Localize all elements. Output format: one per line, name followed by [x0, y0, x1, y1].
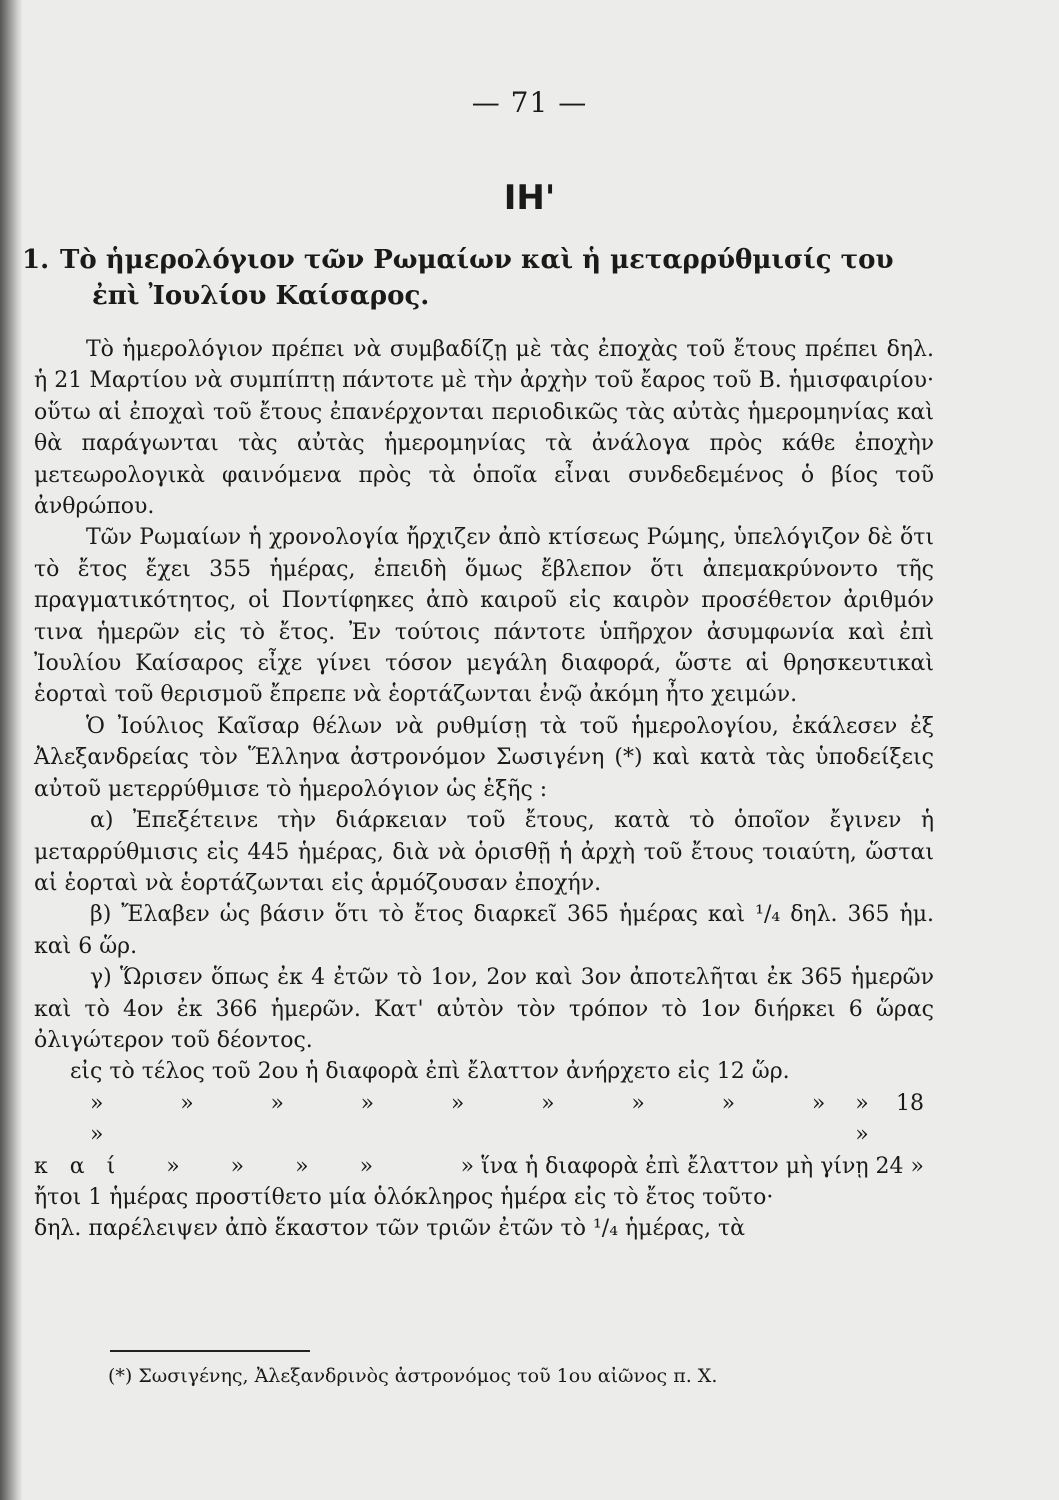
ditto-text: » ἵνα ἡ διαφορὰ ἐπὶ ἔλαττον μὴ γίνῃ 24 » — [460, 1153, 924, 1179]
body-text — [34, 334, 934, 1245]
ditto-row-1 — [34, 1088, 934, 1151]
paragraph-3: Ὁ Ἰούλιος Καῖσαρ θέλων νὰ ρυθμίσῃ τὰ τοῦ ἡμερολογίου, ἐκάλεσεν ἐξ Ἀλεξανδρείας τὸν Ἕλληνα ἀστρονόμον Σωσιγένη (*) καὶ κατὰ τὰς ὑποδείξεις αὐτοῦ μετερρύθμισε τὸ ἡμερολόγιον ὡς ἑξῆς : — [34, 713, 934, 802]
footnote: (*) Σωσιγένης, Ἀλεξανδρινὸς ἀστρονόμος τοῦ 1ου αἰῶνος π. Χ. — [108, 1365, 718, 1387]
page-number: — 71 — — [471, 86, 588, 119]
section-number: 1. — [22, 245, 50, 275]
section-title-line1: Τὸ ἡμερολόγιον τῶν Ρωμαίων καὶ ἡ μεταρρύθμισίς του — [60, 245, 894, 275]
book-spine-shadow — [0, 0, 22, 1500]
paragraph-1: Τὸ ἡμερολόγιον πρέπει νὰ συμβαδίζῃ μὲ τὰς ἐποχὰς τοῦ ἔτους πρέπει δηλ. ἡ 21 Μαρτίου νὰ συμπίπτῃ πάντοτε μὲ τὴν ἀρχὴν τοῦ ἔαρος τοῦ Β. ἡμισφαιρίου· οὕτω αἱ ἐποχαὶ τοῦ ἔτους ἐπανέρχονται περιοδικῶς τὰς αὐτὰς ἡμερομηνίας καὶ θὰ παράγωνται τὰς αὐτὰς ἡμερομηνίας τὰ ἀνάλογα πρὸς κάθε ἐποχὴν μετεωρολογικὰ φαινόμενα πρὸς τὰ ὁποῖα εἶναι συνδεδεμένος ὁ βίος τοῦ ἀνθρώπου. — [34, 337, 934, 520]
line-second-year: εἰς τὸ τέλος τοῦ 2ου ἡ διαφορὰ ἐπὶ ἔλαττον ἀνήρχετο εἰς 12 ὥρ. — [70, 1059, 790, 1085]
line-added-day: ἤτοι 1 ἡμέρας προστίθετο μία ὁλόκληρος ἡμέρα εἰς τὸ ἔτος τοῦτο· — [34, 1184, 774, 1210]
item-a: α) Ἐπεξέτεινε τὴν διάρκειαν τοῦ ἔτους, κατὰ τὸ ὁποῖον ἔγινεν ἡ μεταρρύθμισις εἰς 445 ἡμέρας, διὰ νὰ ὁρισθῇ ἡ ἀρχὴ τοῦ ἔτους τοιαύτη, ὥσται αἱ ἑορταὶ νὰ ἑορτάζωνται εἰς ἁρμόζουσαν ἐποχήν. — [34, 808, 934, 896]
line-omitted: δηλ. παρέλειψεν ἀπὸ ἕκαστον τῶν τριῶν ἐτῶν τὸ ¹/₄ ἡμέρας, τὰ — [34, 1216, 746, 1242]
ditto-value: » 18 » — [855, 1090, 924, 1148]
ditto-marks: » » » » » » » » » » — [90, 1090, 856, 1148]
ditto-start: καί » » » » — [34, 1153, 396, 1179]
chapter-heading: ΙΗ' — [503, 178, 556, 218]
footnote-separator — [110, 1350, 310, 1352]
paragraph-2: Τῶν Ρωμαίων ἡ χρονολογία ἤρχιζεν ἀπὸ κτίσεως Ρώμης, ὑπελόγιζον δὲ ὅτι τὸ ἔτος ἔχει 355 ἡμέρας, ἐπειδὴ ὅμως ἔβλεπον ὅτι ἀπεμακρύνοντο τῆς πραγματικότητος, οἱ Ποντίφηκες ἀπὸ καιροῦ εἰς καιρὸν προσέθετον ἀριθμόν τινα ἡμερῶν εἰς τὸ ἔτος. Ἐν τούτοις πάντοτε ὑπῆρχον ἀσυμφωνία καὶ ἐπὶ Ἰουλίου Καίσαρος εἶχε γίνει τόσον μεγάλη διαφορά, ὥστε αἱ θρησκευτικαὶ ἑορταὶ τοῦ θερισμοῦ ἔπρεπε νὰ ἑορτάζωνται ἐνῷ ἀκόμη ἦτο χειμών. — [34, 525, 934, 708]
section-title — [22, 242, 942, 314]
item-c: γ) Ὥρισεν ὅπως ἐκ 4 ἐτῶν τὸ 1ον, 2ον καὶ 3ον ἀποτελῆται ἐκ 365 ἡμερῶν καὶ τὸ 4ον ἐκ 366 ἡμερῶν. Κατ' αὐτὸν τὸν τρόπον τὸ 1ον διήρκει 6 ὥρας ὀλιγώτερον τοῦ δέοντος. — [34, 965, 934, 1053]
ditto-row-2 — [34, 1151, 934, 1182]
section-title-line2: ἐπὶ Ἰουλίου Καίσαρος. — [92, 281, 430, 311]
item-b: β) Ἔλαβεν ὡς βάσιν ὅτι τὸ ἔτος διαρκεῖ 365 ἡμέρας καὶ ¹/₄ δηλ. 365 ἡμ. καὶ 6 ὥρ. — [34, 902, 934, 959]
